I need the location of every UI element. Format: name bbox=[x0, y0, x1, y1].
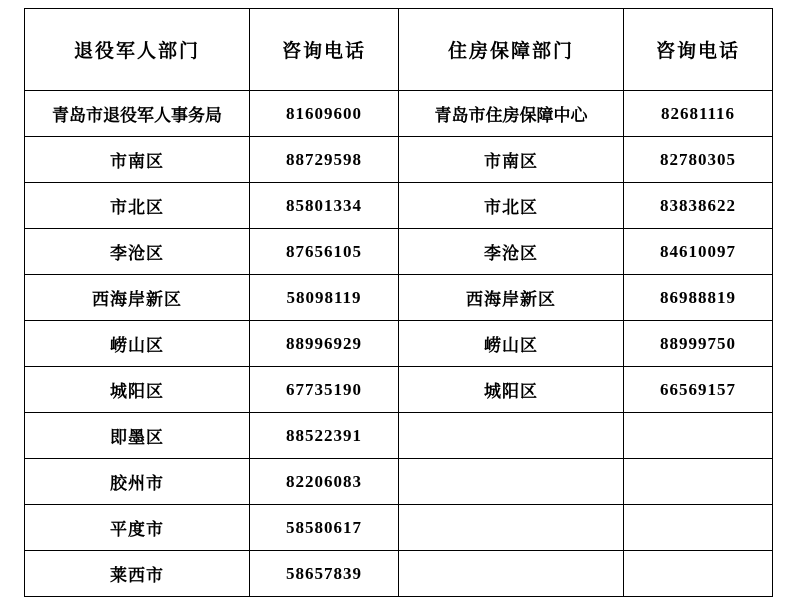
table-row bbox=[25, 275, 773, 321]
cell-housing-tel bbox=[624, 551, 773, 597]
table-row bbox=[25, 321, 773, 367]
cell-housing-tel: 88999750 bbox=[624, 321, 773, 367]
table-header-row bbox=[25, 9, 773, 91]
cell-housing-tel: 82681116 bbox=[624, 91, 773, 137]
cell-housing-dept bbox=[399, 413, 624, 459]
cell-veterans-tel: 85801334 bbox=[250, 183, 399, 229]
cell-veterans-dept: 即墨区 bbox=[25, 413, 250, 459]
cell-housing-dept: 西海岸新区 bbox=[399, 275, 624, 321]
table-row bbox=[25, 91, 773, 137]
cell-veterans-dept: 城阳区 bbox=[25, 367, 250, 413]
cell-housing-dept: 市北区 bbox=[399, 183, 624, 229]
cell-housing-tel: 66569157 bbox=[624, 367, 773, 413]
cell-housing-tel bbox=[624, 459, 773, 505]
cell-housing-dept bbox=[399, 505, 624, 551]
cell-veterans-dept: 胶州市 bbox=[25, 459, 250, 505]
cell-veterans-tel: 58657839 bbox=[250, 551, 399, 597]
table-row bbox=[25, 367, 773, 413]
cell-veterans-dept: 市南区 bbox=[25, 137, 250, 183]
cell-veterans-tel: 88996929 bbox=[250, 321, 399, 367]
table-row bbox=[25, 137, 773, 183]
cell-veterans-tel: 87656105 bbox=[250, 229, 399, 275]
cell-veterans-tel: 88522391 bbox=[250, 413, 399, 459]
column-header-veterans-dept: 退役军人部门 bbox=[25, 9, 250, 91]
cell-veterans-dept: 崂山区 bbox=[25, 321, 250, 367]
cell-housing-tel bbox=[624, 413, 773, 459]
cell-veterans-dept: 平度市 bbox=[25, 505, 250, 551]
table-row bbox=[25, 505, 773, 551]
cell-veterans-dept: 市北区 bbox=[25, 183, 250, 229]
cell-veterans-tel: 82206083 bbox=[250, 459, 399, 505]
table-row bbox=[25, 413, 773, 459]
cell-housing-dept bbox=[399, 459, 624, 505]
cell-housing-tel: 82780305 bbox=[624, 137, 773, 183]
cell-veterans-tel: 58580617 bbox=[250, 505, 399, 551]
cell-housing-tel: 84610097 bbox=[624, 229, 773, 275]
table-header bbox=[25, 9, 773, 91]
contact-directory-table bbox=[24, 8, 773, 597]
cell-veterans-tel: 81609600 bbox=[250, 91, 399, 137]
cell-veterans-dept: 青岛市退役军人事务局 bbox=[25, 91, 250, 137]
cell-veterans-dept: 西海岸新区 bbox=[25, 275, 250, 321]
cell-housing-tel: 83838622 bbox=[624, 183, 773, 229]
table-body bbox=[25, 91, 773, 597]
cell-housing-dept: 崂山区 bbox=[399, 321, 624, 367]
cell-veterans-tel: 58098119 bbox=[250, 275, 399, 321]
table-row bbox=[25, 459, 773, 505]
table-row bbox=[25, 229, 773, 275]
cell-housing-dept: 市南区 bbox=[399, 137, 624, 183]
table-row bbox=[25, 551, 773, 597]
cell-housing-tel bbox=[624, 505, 773, 551]
cell-veterans-dept: 莱西市 bbox=[25, 551, 250, 597]
cell-housing-dept bbox=[399, 551, 624, 597]
cell-veterans-tel: 67735190 bbox=[250, 367, 399, 413]
column-header-veterans-tel: 咨询电话 bbox=[250, 9, 399, 91]
cell-housing-dept: 城阳区 bbox=[399, 367, 624, 413]
cell-housing-dept: 青岛市住房保障中心 bbox=[399, 91, 624, 137]
cell-veterans-dept: 李沧区 bbox=[25, 229, 250, 275]
cell-veterans-tel: 88729598 bbox=[250, 137, 399, 183]
cell-housing-tel: 86988819 bbox=[624, 275, 773, 321]
table-row bbox=[25, 183, 773, 229]
column-header-housing-tel: 咨询电话 bbox=[624, 9, 773, 91]
cell-housing-dept: 李沧区 bbox=[399, 229, 624, 275]
column-header-housing-dept: 住房保障部门 bbox=[399, 9, 624, 91]
